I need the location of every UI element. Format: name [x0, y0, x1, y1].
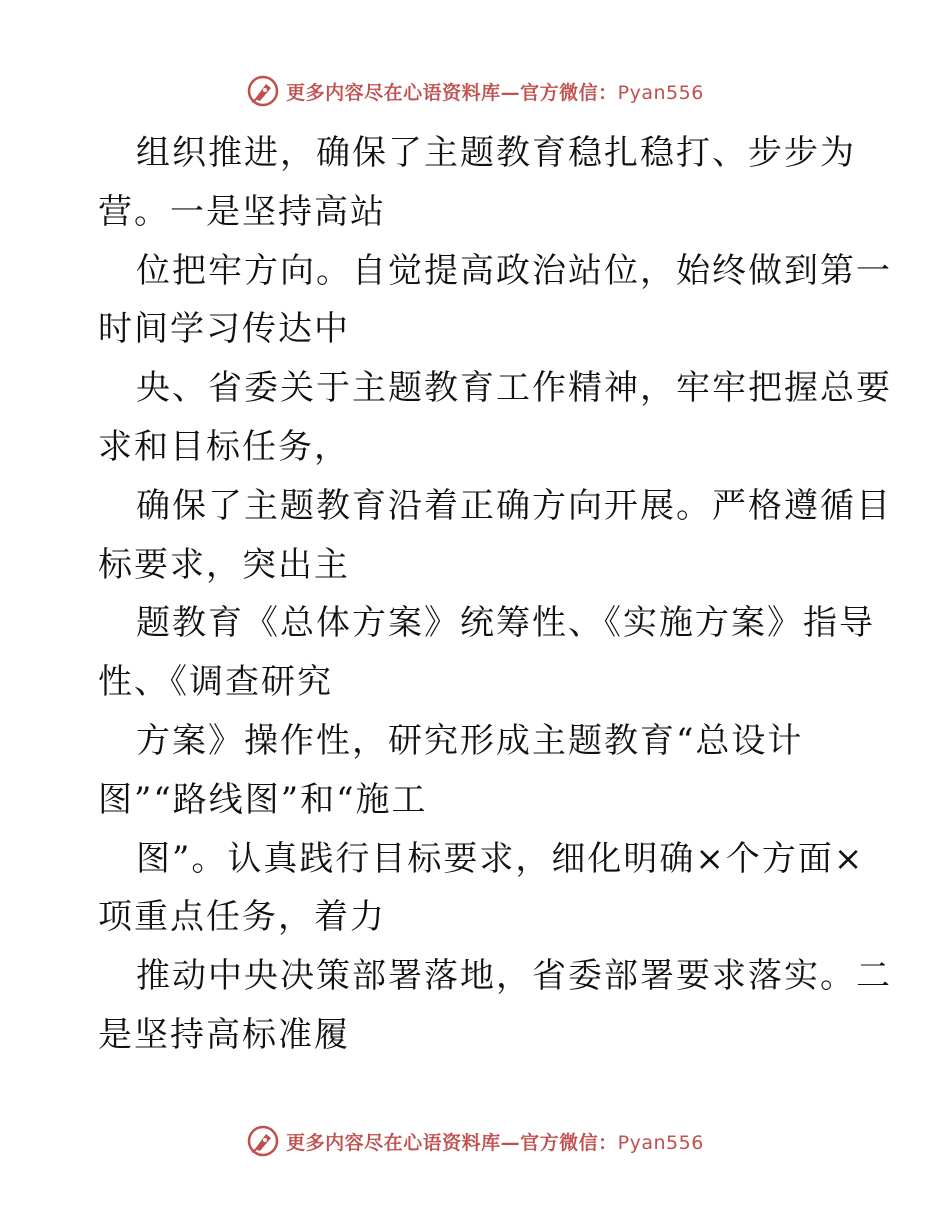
text-line: 方案》操作性，研究形成主题教育“总设计: [136, 720, 804, 761]
document-body: [98, 124, 892, 1065]
text-line: 是坚持高标准履: [98, 1014, 350, 1055]
pen-nib-logo-icon: [246, 74, 280, 108]
text-line: 央、省委关于主题教育工作精神，牢牢把握总要: [136, 368, 892, 409]
text-line: 确保了主题教育沿着正确方向开展。严格遵循目: [136, 485, 892, 526]
text-line: 性、《调查研究: [98, 662, 333, 703]
text-line: 求和目标任务，: [98, 426, 350, 467]
header-watermark: [0, 71, 950, 111]
pen-nib-logo-icon: [246, 1124, 280, 1158]
text-line: 推动中央决策部署落地，省委部署要求落实。二: [136, 956, 892, 997]
watermark-text: 更多内容尽在心语资料库—官方微信：Pyan556: [286, 81, 704, 104]
watermark-text: 更多内容尽在心语资料库—官方微信：Pyan556: [286, 1131, 704, 1154]
text-line: 时间学习传达中: [98, 309, 350, 350]
text-line: 项重点任务，着力: [98, 897, 386, 938]
text-line: 题教育《总体方案》统筹性、《实施方案》指导: [136, 603, 875, 644]
footer-watermark: [0, 1121, 950, 1161]
text-line: 组织推进，确保了主题教育稳扎稳打、步步为: [136, 133, 856, 173]
text-line: 营。一是坚持高站: [98, 191, 386, 232]
text-line: 图”“路线图”和“施工: [98, 779, 428, 820]
text-line: 位把牢方向。自觉提高政治站位，始终做到第一: [136, 250, 892, 291]
text-line: 图”。认真践行目标要求，细化明确×个方面×: [136, 838, 865, 879]
text-line: 标要求，突出主: [98, 544, 350, 585]
